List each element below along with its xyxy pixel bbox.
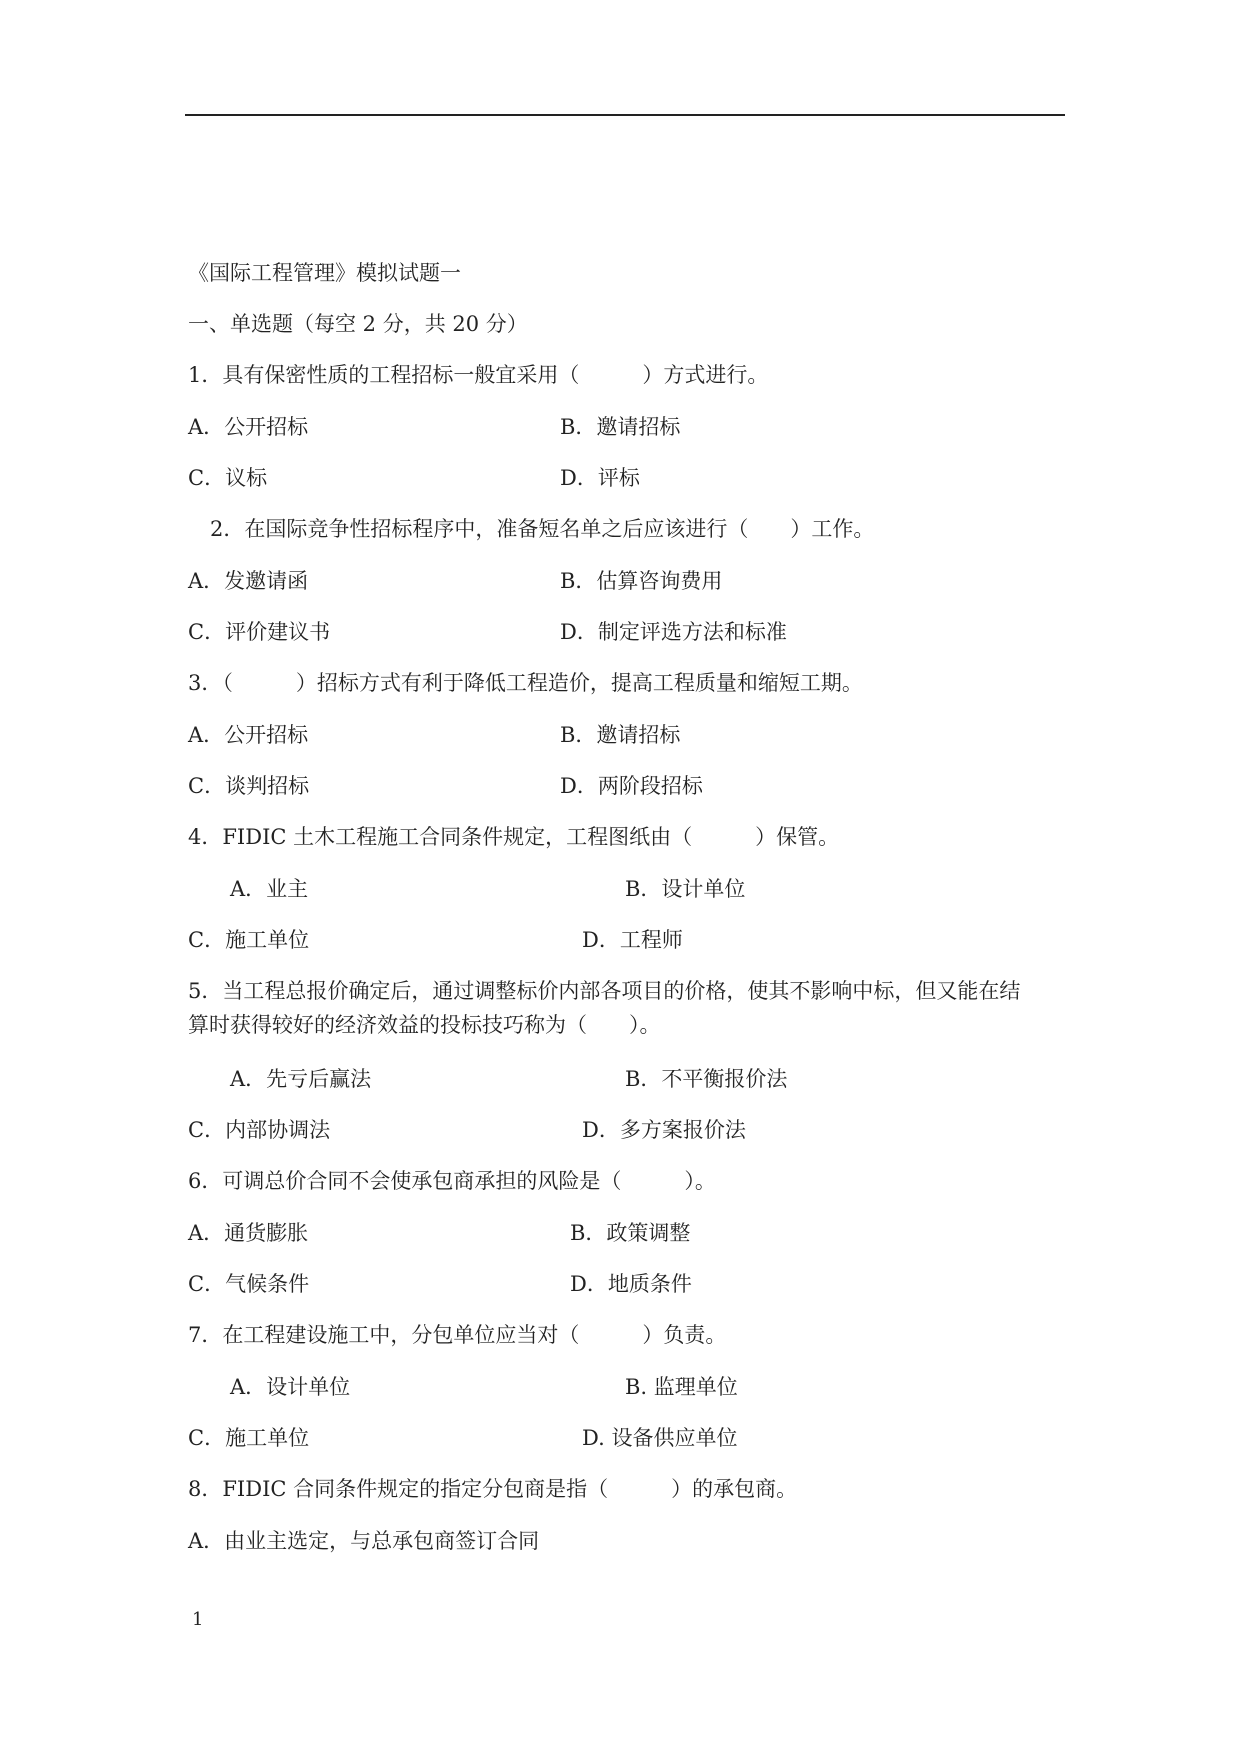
question-7-option-d: D. 设备供应单位: [582, 1426, 738, 1450]
question-1-option-b: B．邀请招标: [560, 415, 681, 439]
question-7-option-b: B. 监理单位: [625, 1375, 738, 1399]
question-5-stem: 5．当工程总报价确定后，通过调整标价内部各项目的价格，使其不影响中标，但又能在结: [188, 979, 1021, 1003]
question-6-stem: 6．可调总价合同不会使承包商承担的风险是（ ）。: [188, 1169, 716, 1193]
question-3-stem: 3．（ ）招标方式有利于降低工程造价，提高工程质量和缩短工期。: [188, 671, 863, 695]
question-4-stem: 4．FIDIC 土木工程施工合同条件规定，工程图纸由（ ）保管。: [188, 825, 840, 849]
question-2-option-c: C．评价建议书: [188, 620, 331, 644]
question-3-option-c: C．谈判招标: [188, 774, 310, 798]
question-5-option-a: A．先亏后赢法: [230, 1067, 372, 1091]
question-8-stem: 8．FIDIC 合同条件规定的指定分包商是指（ ）的承包商。: [188, 1477, 798, 1501]
question-6-option-a: A．通货膨胀: [188, 1221, 309, 1245]
question-4-option-d: D．工程师: [582, 928, 683, 952]
question-5-option-c: C．内部协调法: [188, 1118, 331, 1142]
question-2-stem: 2．在国际竞争性招标程序中，准备短名单之后应该进行（ ）工作。: [210, 517, 875, 541]
question-1-option-a: A．公开招标: [188, 415, 309, 439]
document-title: 《国际工程管理》模拟试题一: [188, 261, 461, 285]
header-rule: [185, 114, 1065, 116]
question-1-option-c: C．议标: [188, 466, 268, 490]
question-6-option-d: D．地质条件: [570, 1272, 692, 1296]
question-6-option-b: B．政策调整: [570, 1221, 691, 1245]
question-4-option-c: C．施工单位: [188, 928, 310, 952]
question-1-stem: 1．具有保密性质的工程招标一般宜采用（ ）方式进行。: [188, 363, 769, 387]
question-3-option-a: A．公开招标: [188, 723, 309, 747]
question-7-option-a: A．设计单位: [230, 1375, 351, 1399]
question-3-option-d: D．两阶段招标: [560, 774, 703, 798]
question-4-option-b: B．设计单位: [625, 877, 746, 901]
question-2-option-a: A．发邀请函: [188, 569, 309, 593]
question-3-option-b: B．邀请招标: [560, 723, 681, 747]
page-number: 1: [192, 1609, 204, 1630]
question-2-option-d: D．制定评选方法和标准: [560, 620, 787, 644]
question-8-option-a: A．由业主选定，与总承包商签订合同: [188, 1529, 540, 1553]
question-7-option-c: C．施工单位: [188, 1426, 310, 1450]
section-heading: 一、单选题（每空 2 分，共 20 分）: [188, 312, 528, 336]
question-4-option-a: A．业主: [230, 877, 309, 901]
question-7-stem: 7．在工程建设施工中，分包单位应当对（ ）负责。: [188, 1323, 727, 1347]
question-5-stem-continued: 算时获得较好的经济效益的投标技巧称为（ ）。: [188, 1013, 661, 1037]
question-6-option-c: C．气候条件: [188, 1272, 310, 1296]
question-2-option-b: B．估算咨询费用: [560, 569, 723, 593]
question-1-option-d: D．评标: [560, 466, 640, 490]
question-5-option-b: B．不平衡报价法: [625, 1067, 788, 1091]
question-5-option-d: D．多方案报价法: [582, 1118, 746, 1142]
